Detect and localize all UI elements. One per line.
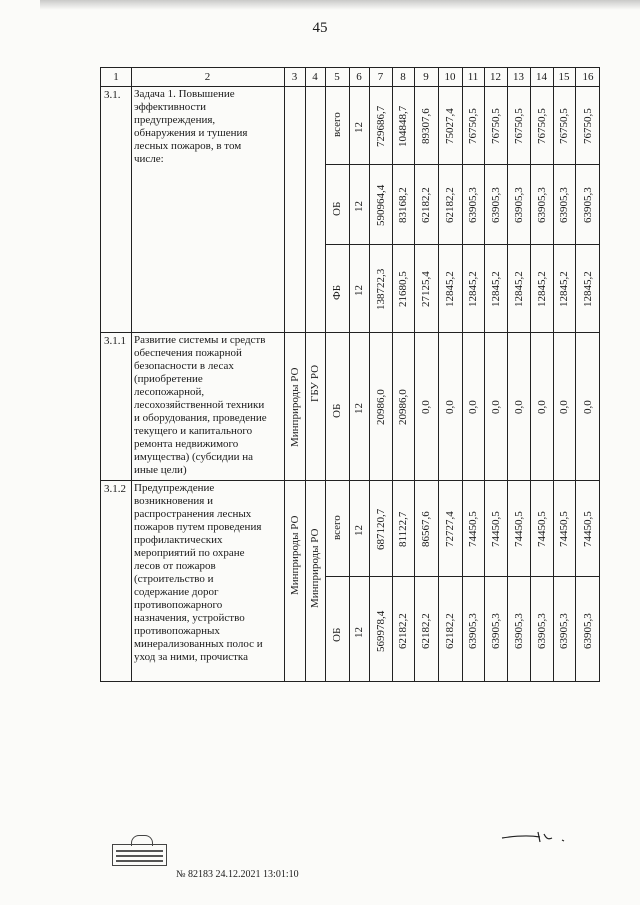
grid-hline	[101, 86, 599, 87]
amount-value: 569978,4	[374, 610, 387, 652]
grid-vline	[369, 68, 370, 681]
amount-value: 81122,7	[397, 511, 409, 548]
building-stamp-icon	[112, 844, 167, 866]
funding-source: всего	[331, 515, 343, 540]
grid-hline	[101, 332, 599, 333]
column-header: 1	[113, 71, 119, 83]
grid-vline	[284, 68, 285, 681]
amount-value: 63905,3	[467, 187, 479, 224]
amount-value: 86567,6	[420, 511, 432, 548]
amount-value: 20986,0	[397, 389, 409, 426]
document-registration-ref: № 82183 24.12.2021 13:01:10	[176, 869, 299, 880]
budget-code: 12	[353, 201, 365, 212]
amount-value: 63905,3	[489, 187, 502, 224]
amount-value: 729686,7	[374, 105, 387, 147]
grid-vline	[325, 68, 326, 681]
amount-value: 76750,5	[512, 108, 525, 145]
amount-value: 12845,2	[512, 271, 525, 308]
grid-vline	[462, 68, 463, 681]
amount-value: 62182,2	[397, 613, 409, 649]
program-table	[100, 67, 600, 682]
funding-source: ФБ	[331, 284, 343, 300]
amount-value: 12845,2	[489, 271, 502, 308]
scan-edge	[40, 0, 640, 10]
column-header: 12	[490, 71, 501, 83]
funding-source: всего	[331, 112, 343, 137]
amount-value: 0,0	[444, 400, 456, 415]
grid-vline	[438, 68, 439, 681]
grid-vline	[507, 68, 508, 681]
grid-vline	[553, 68, 554, 681]
amount-value: 63905,3	[582, 613, 594, 649]
grid-vline	[392, 68, 393, 681]
column-header: 11	[467, 71, 479, 83]
amount-value: 590964,4	[374, 184, 387, 226]
row-description: Задача 1. Повышение эффективности предупреждения, обнаружения и тушения лесных пожаров, в том числе:	[134, 88, 248, 165]
amount-value: 74450,5	[535, 511, 548, 548]
amount-value: 76750,5	[558, 108, 570, 145]
amount-value: 21680,5	[397, 271, 409, 308]
amount-value: 74450,5	[467, 511, 479, 548]
grid-vline	[305, 68, 306, 681]
row-description: Развитие системы и средств обеспечения пожарной безопасности в лесах (приобретение лесопожарной, лесохозяйственной техники и оборудования, проведение текущего и капитального ремонта недвижимого имущества) (субсидии на иные цели)	[134, 334, 267, 476]
amount-value: 63905,3	[582, 187, 594, 224]
amount-value: 83168,2	[397, 187, 409, 224]
funding-source: ОБ	[331, 403, 343, 418]
grid-vline	[484, 68, 485, 681]
row-code: 3.1.2	[104, 483, 126, 495]
amount-value: 0,0	[467, 400, 479, 415]
co-executor-label: ГБУ РО	[309, 364, 321, 402]
grid-vline	[131, 68, 132, 681]
amount-value: 63905,3	[558, 613, 570, 649]
column-header: 5	[334, 71, 340, 83]
amount-value: 63905,3	[489, 613, 502, 649]
amount-value: 74450,5	[512, 511, 525, 548]
budget-code: 12	[353, 122, 365, 133]
budget-code: 12	[353, 626, 365, 638]
page-number: 45	[312, 20, 328, 36]
grid-hline	[325, 164, 599, 165]
amount-value: 62182,2	[444, 187, 456, 224]
amount-value: 104848,7	[397, 105, 409, 147]
grid-hline	[101, 480, 599, 481]
column-header: 15	[558, 71, 570, 83]
amount-value: 76750,5	[582, 108, 594, 145]
budget-code: 12	[353, 285, 365, 296]
budget-code: 12	[353, 403, 365, 414]
column-header: 16	[582, 71, 594, 83]
amount-value: 27125,4	[420, 271, 432, 308]
amount-value: 76750,5	[535, 108, 548, 145]
amount-value: 63905,3	[467, 613, 479, 649]
column-header: 7	[377, 71, 384, 83]
column-header: 3	[291, 71, 298, 83]
column-header: 6	[356, 71, 362, 83]
amount-value: 62182,2	[420, 613, 432, 649]
amount-value: 138722,3	[374, 268, 387, 310]
amount-value: 74450,5	[558, 511, 570, 548]
amount-value: 74450,5	[582, 511, 594, 548]
amount-value: 12845,2	[444, 271, 456, 308]
budget-code: 12	[353, 525, 365, 536]
amount-value: 12845,2	[467, 271, 479, 308]
co-executor-label: Минприроды РО	[309, 528, 321, 608]
grid-hline	[325, 576, 599, 577]
amount-value: 63905,3	[512, 187, 525, 224]
grid-vline	[575, 68, 576, 681]
row-code: 3.1.1	[104, 335, 126, 347]
grid-vline	[349, 68, 350, 681]
column-header: 2	[204, 71, 211, 83]
row-description: Предупреждение возникновения и распространения лесных пожаров путем проведения профилактических мероприятий по охране лесов от пожаров (строительство и содержание дорог противопожарного назначения, устройство противопожарных минерализованных полос и уход за ними, прочистка	[134, 482, 263, 663]
column-header: 4	[312, 71, 318, 83]
column-header: 14	[536, 71, 547, 83]
signature-mark	[500, 826, 570, 846]
executor-label: Минприроды РО	[288, 515, 301, 595]
column-header: 13	[513, 71, 524, 83]
amount-value: 12845,2	[582, 271, 594, 308]
executor-label: Минприроды РО	[288, 367, 301, 447]
amount-value: 76750,5	[467, 108, 479, 145]
amount-value: 63905,3	[535, 187, 548, 224]
funding-source: ОБ	[331, 627, 343, 642]
amount-value: 0,0	[535, 400, 548, 415]
column-header: 10	[444, 71, 456, 83]
amount-value: 12845,2	[558, 271, 570, 308]
amount-value: 12845,2	[535, 271, 548, 308]
amount-value: 0,0	[420, 400, 432, 415]
amount-value: 76750,5	[489, 108, 502, 145]
amount-value: 89307,6	[420, 108, 432, 145]
amount-value: 0,0	[489, 400, 502, 415]
amount-value: 72727,4	[444, 511, 456, 548]
amount-value: 75027,4	[444, 108, 456, 145]
amount-value: 63905,3	[535, 613, 548, 649]
amount-value: 62182,2	[444, 613, 456, 649]
grid-vline	[414, 68, 415, 681]
amount-value: 62182,2	[420, 187, 432, 224]
amount-value: 0,0	[582, 400, 594, 415]
column-header: 8	[400, 71, 406, 83]
row-code: 3.1.	[104, 89, 121, 101]
amount-value: 0,0	[558, 400, 570, 415]
column-header: 9	[423, 71, 429, 83]
amount-value: 63905,3	[512, 613, 525, 649]
amount-value: 74450,5	[489, 511, 502, 548]
funding-source: ОБ	[331, 201, 343, 216]
grid-vline	[530, 68, 531, 681]
grid-hline	[325, 244, 599, 245]
amount-value: 687120,7	[374, 508, 387, 550]
amount-value: 63905,3	[558, 187, 570, 224]
amount-value: 20986,0	[374, 389, 387, 426]
amount-value: 0,0	[512, 400, 525, 415]
